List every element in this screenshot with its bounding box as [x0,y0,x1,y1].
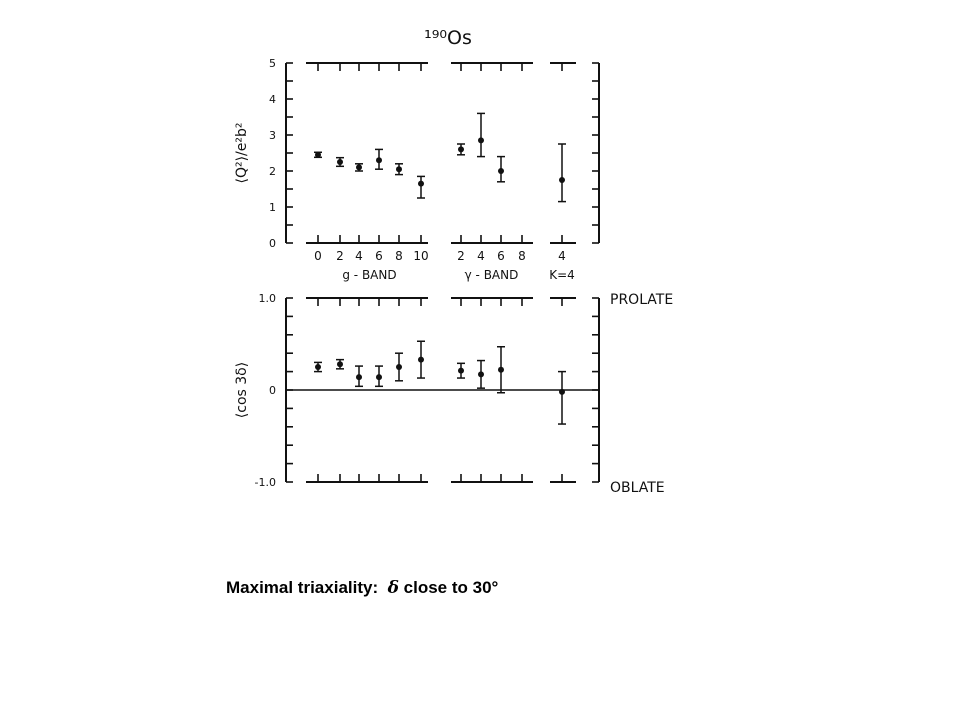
data-point [337,159,343,165]
x-tick-label: 2 [336,249,344,263]
data-point [458,368,464,374]
band-label: g - BAND [342,268,397,282]
x-tick-label: 8 [395,249,403,263]
data-point [559,177,565,183]
band-label: γ - BAND [464,268,519,282]
data-point [478,137,484,143]
q2-y-axis-label: ⟨Q²⟩/e²b² [234,122,250,184]
x-tick-label: 6 [497,249,505,263]
x-tick-label: 4 [355,249,363,263]
x-tick-label: 2 [457,249,465,263]
cos3delta-panel [255,292,599,489]
q2-panel [269,57,599,282]
caption-suffix: close to 30° [403,578,499,597]
data-point [396,166,402,172]
data-point [498,168,504,174]
data-point [559,389,565,395]
x-tick-label: 4 [477,249,485,263]
y-tick-label: 4 [269,93,276,106]
x-tick-label: 10 [413,249,429,263]
x-tick-label: 0 [314,249,322,263]
y-tick-label: 1 [269,201,276,214]
y-tick-label: 2 [269,165,276,178]
y-tick-label: 5 [269,57,276,70]
data-point [356,164,362,170]
chart-title: ¹⁹⁰Os [424,27,472,49]
data-point [418,357,424,363]
data-point [376,157,382,163]
data-point [418,181,424,187]
cos3delta-y-axis-label: ⟨cos 3δ⟩ [234,361,250,419]
x-tick-label: 4 [558,249,566,263]
y-tick-label: 3 [269,129,276,142]
y-tick-label: 0 [269,237,276,250]
caption-prefix: Maximal triaxiality: [226,578,379,597]
delta-symbol: δ [387,578,399,598]
data-point [356,374,362,380]
data-point [396,364,402,370]
x-tick-label: 6 [375,249,383,263]
data-point [315,364,321,370]
y-tick-label: 0 [269,384,276,397]
data-point [458,146,464,152]
band-label: K=4 [549,268,575,282]
prolate-label: PROLATE [610,292,674,308]
oblate-label: OBLATE [610,480,665,496]
y-tick-label: 1.0 [258,292,276,305]
y-tick-label: -1.0 [254,476,276,489]
data-point [337,361,343,367]
data-point [376,374,382,380]
data-point [315,152,321,158]
data-point [478,371,484,377]
caption [226,578,498,598]
data-point [498,367,504,373]
x-tick-label: 8 [518,249,526,263]
